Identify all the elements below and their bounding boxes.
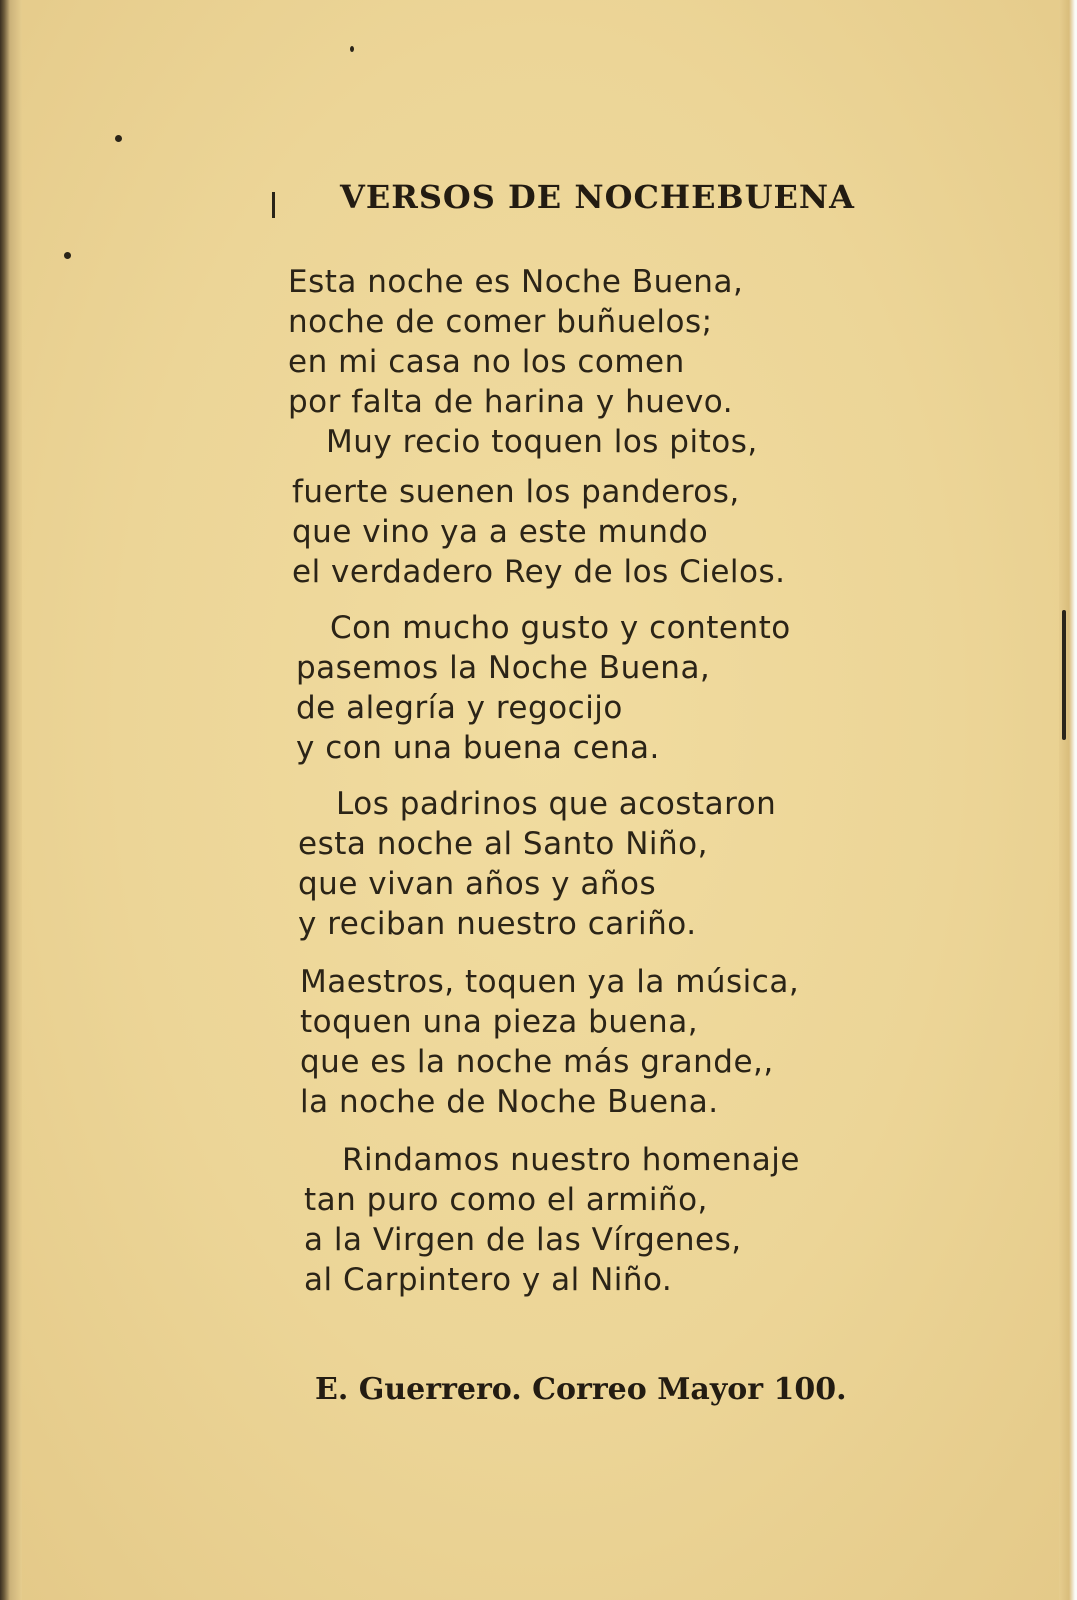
stanza-1 — [288, 262, 758, 462]
stanza-6 — [304, 1140, 800, 1300]
verse-line: y con una buena cena. — [296, 730, 660, 766]
document-title: VERSOS DE NOCHEBUENA — [340, 178, 855, 216]
verse-line: Rindamos nuestro homenaje — [342, 1142, 800, 1178]
verse-line: la noche de Noche Buena. — [300, 1084, 719, 1120]
verse-line: en mi casa no los comen — [288, 344, 685, 380]
printer-imprint: E. Guerrero. Correo Mayor 100. — [315, 1372, 847, 1407]
ink-speck — [350, 46, 354, 52]
verse-line: al Carpintero y al Niño. — [304, 1262, 673, 1298]
verse-line: Esta noche es Noche Buena, — [288, 264, 744, 300]
verse-line: Los padrinos que acostaron — [336, 786, 777, 822]
verse-line: toquen una pieza buena, — [300, 1004, 699, 1040]
verse-line: y reciban nuestro cariño. — [298, 906, 697, 942]
verse-line: de alegría y regocijo — [296, 690, 623, 726]
ink-speck — [115, 135, 122, 142]
verse-line: noche de comer buñuelos; — [288, 304, 713, 340]
verse-line: a la Virgen de las Vírgenes, — [304, 1222, 742, 1258]
verse-line: Con mucho gusto y contento — [330, 610, 791, 646]
verse-line: que es la noche más grande,, — [300, 1044, 774, 1080]
stanza-2 — [292, 472, 786, 592]
stanza-4 — [298, 784, 776, 944]
stanza-3 — [296, 608, 791, 768]
verse-line: fuerte suenen los panderos, — [292, 474, 740, 510]
verse-line: Maestros, toquen ya la música, — [300, 964, 800, 1000]
verse-line: que vino ya a este mundo — [292, 514, 709, 550]
page-right-edge — [1059, 0, 1077, 1600]
ink-speck — [64, 252, 71, 259]
verse-line: tan puro como el armiño, — [304, 1182, 708, 1218]
staple-mark — [1062, 610, 1066, 740]
binding-edge — [0, 0, 22, 1600]
verse-line: pasemos la Noche Buena, — [296, 650, 711, 686]
verse-line: el verdadero Rey de los Cielos. — [292, 554, 786, 590]
verse-line: Muy recio toquen los pitos, — [326, 424, 758, 460]
verse-line: que vivan años y años — [298, 866, 657, 902]
stanza-5 — [300, 962, 799, 1122]
title-mark — [272, 192, 275, 218]
verse-line: esta noche al Santo Niño, — [298, 826, 708, 862]
verse-line: por falta de harina y huevo. — [288, 384, 734, 420]
